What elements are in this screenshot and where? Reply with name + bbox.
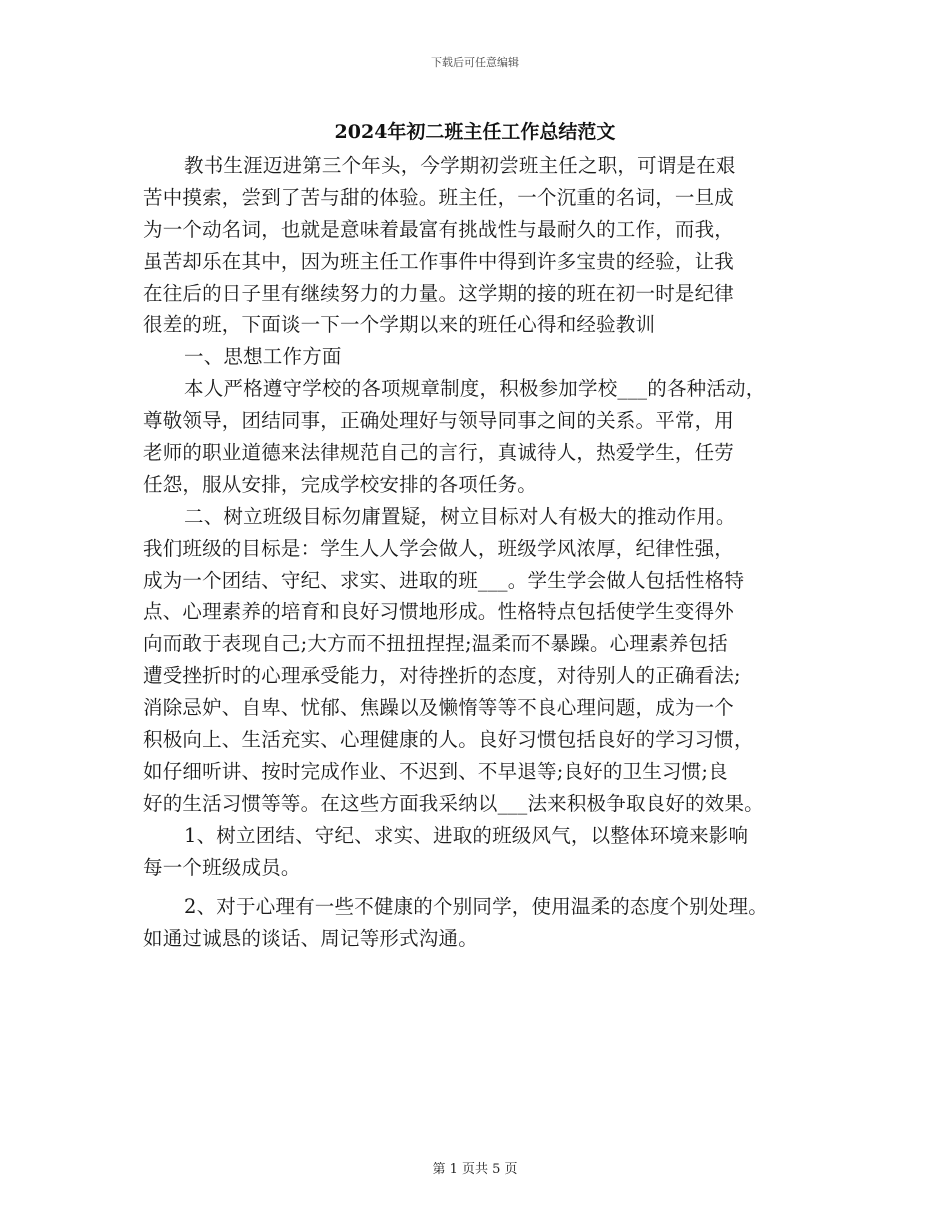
document-title: 2024年初二班主任工作总结范文 xyxy=(334,121,616,143)
list-item: 2、对于心理有一些不健康的个别同学，使用温柔的态度个别处理。 xyxy=(184,895,768,919)
paragraph-line: 很差的班，下面谈一下一个学期以来的班任心得和经验教训 xyxy=(143,313,656,337)
paragraph-line: 我们班级的目标是：学生人人学会做人，班级学风浓厚，纪律性强， xyxy=(143,536,735,560)
paragraph-line: 在往后的日子里有继续努力的力量。这学期的接的班在初一时是纪律 xyxy=(143,281,735,305)
paragraph-line: 成为一个团结、守纪、求实、进取的班___。学生学会做人包括性格特 xyxy=(143,568,745,592)
paragraph-line: 老师的职业道德来法律规范自己的言行，真诚待人，热爱学生，任劳 xyxy=(143,441,735,465)
paragraph-line: 虽苦却乐在其中，因为班主任工作事件中得到许多宝贵的经验，让我 xyxy=(143,249,735,273)
paragraph-line: 尊敬领导，团结同事，正确处理好与领导同事之间的关系。平常，用 xyxy=(143,409,735,433)
page-footer: 第 1 页共 5 页 xyxy=(432,1162,518,1177)
header-note: 下载后可任意编辑 xyxy=(431,56,519,69)
paragraph-line: 本人严格遵守学校的各项规章制度，积极参加学校___的各种活动， xyxy=(184,377,766,401)
paragraph-line: 每一个班级成员。 xyxy=(143,855,301,879)
paragraph-line: 任怨，服从安排，完成学校安排的各项任务。 xyxy=(143,472,538,496)
paragraph-line: 教书生涯迈进第三个年头，今学期初尝班主任之职，可谓是在艰 xyxy=(184,154,736,177)
paragraph-line: 点、心理素养的培育和良好习惯地形成。性格特点包括使学生变得外 xyxy=(143,600,735,624)
paragraph-line: 好的生活习惯等等。在这些方面我采纳以___法来积极争取良好的效果。 xyxy=(143,791,764,815)
paragraph-line: 如通过诚恳的谈话、周记等形式沟通。 xyxy=(143,927,478,951)
section-heading: 一、思想工作方面 xyxy=(184,345,342,369)
document-body xyxy=(143,150,843,955)
list-item: 1、树立团结、守纪、求实、进取的班级风气，以整体环境来影响 xyxy=(184,823,749,847)
paragraph-line: 消除忌妒、自卑、忧郁、焦躁以及懒惰等等不良心理问题，成为一个 xyxy=(143,696,735,720)
paragraph-line: 如仔细听讲、按时完成作业、不迟到、不早退等;良好的卫生习惯;良 xyxy=(143,759,728,783)
paragraph-line: 向而敢于表现自己;大方而不扭扭捏捏;温柔而不暴躁。心理素养包括 xyxy=(143,632,728,656)
paragraph-line: 积极向上、生活充实、心理健康的人。良好习惯包括良好的学习习惯， xyxy=(143,728,754,752)
paragraph-line: 遭受挫折时的心理承受能力，对待挫折的态度，对待别人的正确看法; xyxy=(143,664,741,688)
paragraph-line: 苦中摸索，尝到了苦与甜的体验。班主任，一个沉重的名词，一旦成 xyxy=(143,185,735,209)
paragraph-line: 为一个动名词，也就是意味着最富有挑战性与最耐久的工作，而我， xyxy=(143,217,735,241)
section-heading: 二、树立班级目标勿庸置疑，树立目标对人有极大的推动作用。 xyxy=(184,504,736,528)
